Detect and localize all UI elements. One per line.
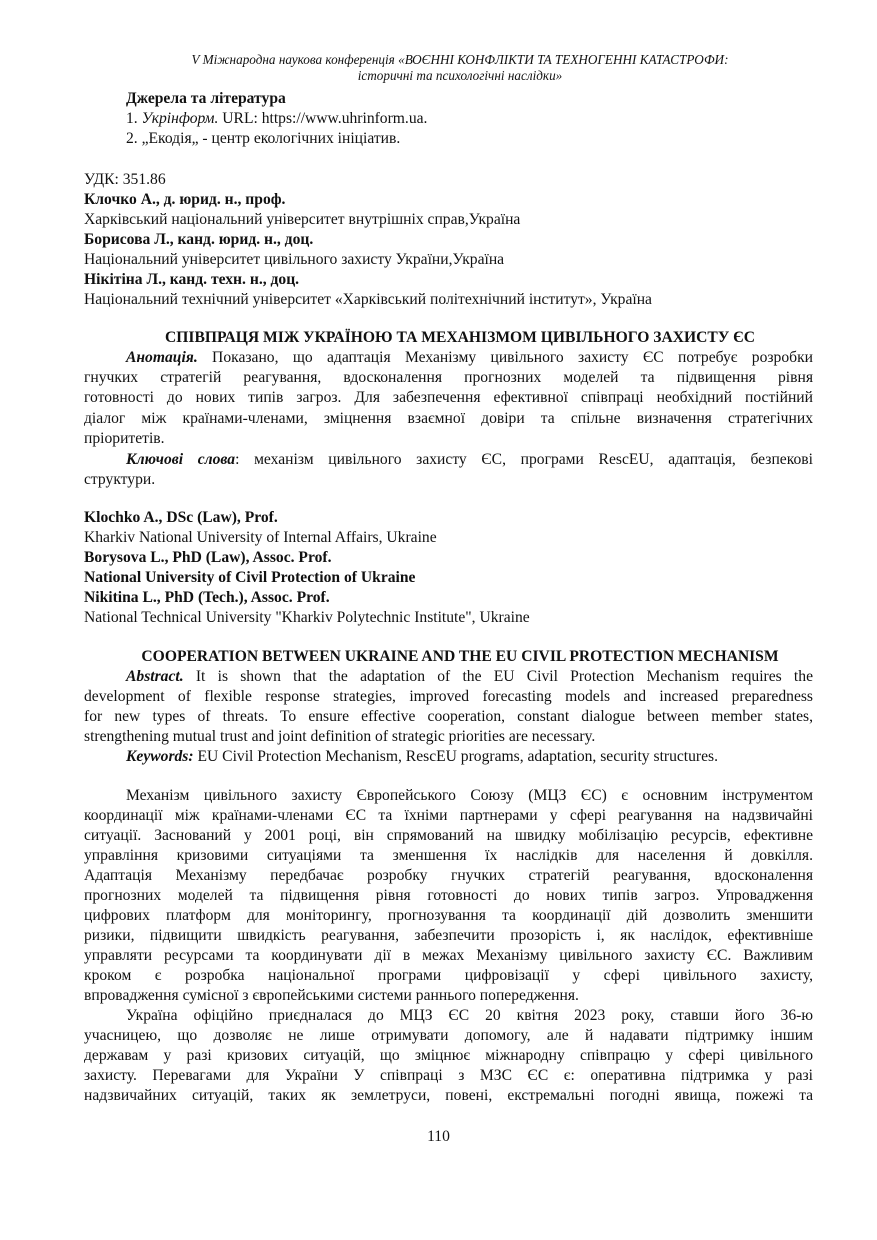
- body-paragraph-line: ситуації. Заснований у 2001 році, він спрямований на швидку мобілізацію ресурсів, ефективне: [84, 827, 813, 844]
- body-paragraph-line: державам у разі кризових ситуацій, що зміцнює міжнародну співпрацю у сфері цивільного: [84, 1047, 813, 1064]
- body-paragraph-line: управління кризовими ситуаціями та зменшення їх наслідків для населення й довкілля.: [84, 847, 813, 864]
- body-paragraph-line: Україна офіційно приєдналася до МЦЗ ЄС 20 квітня 2023 року, ставши його 36-ю: [126, 1007, 813, 1024]
- body-paragraph-line: кроком є розробка національної програми цифровізації у сфері цивільного захисту,: [84, 967, 813, 984]
- abstract-line: [126, 667, 813, 687]
- source-item-2: 2. „Екодія„ - центр екологічних ініціатив.: [126, 130, 401, 147]
- header-line-1: V Міжнародна наукова конференція «ВОЄННІ КОНФЛІКТИ ТА ТЕХНОГЕННІ КАТАСТРОФИ:: [191, 52, 729, 67]
- keywords-uk-line: [126, 450, 813, 470]
- conference-header: [84, 52, 836, 84]
- abstract-line: development of flexible response strategies, improved forecasting models and increased preparedness: [84, 688, 813, 705]
- source-item-1-number: 1.: [126, 110, 142, 127]
- annotation-line: гнучких стратегій реагування, вдосконалення прогнозних моделей та підвищення рівня: [84, 369, 813, 386]
- author-uk-affiliation: Національний технічний університет «Харківський політехнічний інститут», Україна: [84, 291, 652, 308]
- annotation-label: Анотація.: [126, 349, 198, 366]
- author-en-affiliation: Kharkiv National University of Internal Affairs, Ukraine: [84, 529, 437, 546]
- author-uk-name: Нікітіна Л., канд. техн. н., доц.: [84, 271, 300, 288]
- source-item-1: [126, 109, 427, 129]
- body-paragraph-line: захисту. Перевагами для України У співпраці з МЗС ЄС є: оперативна підтримка у разі: [84, 1067, 813, 1084]
- body-paragraph-line: надзвичайних ситуацій, таких як землетруси, повені, екстремальні погодні явища, пожежі та: [84, 1087, 813, 1104]
- page-number: 110: [427, 1128, 450, 1145]
- body-paragraph-line: прогнозних моделей та підвищення рівня готовності до нових типів загроз. Упровадження: [84, 887, 813, 904]
- keywords-uk-text: : механізм цивільного захисту ЄС, програми RescEU, адаптація, безпекові: [235, 451, 813, 468]
- body-paragraph-line: цифрових платформ для моніторингу, прогнозування та координації дій дозволить зменшити: [84, 907, 813, 924]
- author-uk-affiliation: Харківський національний університет внутрішніх справ,Україна: [84, 211, 521, 228]
- udk-code: УДК: 351.86: [84, 171, 166, 188]
- keywords-en-line: [126, 747, 718, 767]
- body-paragraph-line: Механізм цивільного захисту Європейського Союзу (МЦЗ ЄС) є основним інструментом: [126, 787, 813, 804]
- keywords-uk-label: Ключові слова: [126, 451, 236, 468]
- source-item-1-url: URL: https://www.uhrinform.ua.: [218, 110, 428, 127]
- sources-heading: Джерела та література: [126, 90, 286, 107]
- author-en-name: Klochko A., DSc (Law), Prof.: [84, 509, 278, 526]
- article-title-uk: СПІВПРАЦЯ МІЖ УКРАЇНОЮ ТА МЕХАНІЗМОМ ЦИВІЛЬНОГО ЗАХИСТУ ЄС: [164, 329, 756, 346]
- author-uk-name: Клочко А., д. юрид. н., проф.: [84, 191, 286, 208]
- body-paragraph-line: Адаптація Механізму передбачає розробку гнучких стратегій реагування, вдосконалення: [84, 867, 813, 884]
- annotation-line: [126, 348, 813, 368]
- annotation-line: діалог між країнами-членами, зміцнення взаємної довіри та спільне визначення стратегічних: [84, 410, 813, 427]
- keywords-uk-line: структури.: [84, 471, 156, 488]
- body-paragraph-line: ризики, підвищити швидкість реагування, забезпечити прозорість і, як наслідок, ефективніше: [84, 927, 813, 944]
- abstract-line: for new types of threats. To ensure effective cooperation, constant dialogue between member states,: [84, 708, 813, 725]
- header-line-2: історичні та психологічні наслідки»: [357, 68, 563, 83]
- keywords-en-label: Keywords:: [126, 748, 194, 765]
- annotation-line: готовності до нових типів загроз. Для забезпечення ефективної співпраці необхідний постійний: [84, 389, 813, 406]
- author-uk-name: Борисова Л., канд. юрид. н., доц.: [84, 231, 314, 248]
- abstract-text: It is shown that the adaptation of the EU Civil Protection Mechanism requires the: [183, 668, 813, 685]
- annotation-line: пріоритетів.: [84, 430, 165, 447]
- author-en-name: Nikitina L., PhD (Tech.), Assoc. Prof.: [84, 589, 330, 606]
- author-en-affiliation: National University of Civil Protection of Ukraine: [84, 569, 416, 586]
- body-paragraph-line: учасницею, що дозволяє не лише отримувати допомогу, але й надавати підтримку іншим: [84, 1027, 813, 1044]
- annotation-text: Показано, що адаптація Механізму цивільного захисту ЄС потребує розробки: [197, 349, 813, 366]
- body-paragraph-line: координації між країнами-членами ЄС та їхніми партнерами у сфері реагування на надзвичайні: [84, 807, 813, 824]
- article-title-en: COOPERATION BETWEEN UKRAINE AND THE EU CIVIL PROTECTION MECHANISM: [141, 648, 779, 665]
- body-paragraph-line: управляти ресурсами та координувати дії в межах Механізму цивільного захисту ЄС. Важливим: [84, 947, 813, 964]
- abstract-label: Abstract.: [126, 668, 184, 685]
- author-en-affiliation: National Technical University "Kharkiv Polytechnic Institute", Ukraine: [84, 609, 530, 626]
- author-en-name: Borysova L., PhD (Law), Assoc. Prof.: [84, 549, 332, 566]
- source-item-1-title: Укрінформ.: [141, 110, 219, 127]
- keywords-en-text: EU Civil Protection Mechanism, RescEU programs, adaptation, security structures.: [193, 748, 719, 765]
- abstract-line: strengthening mutual trust and joint definition of strategic priorities are necessary.: [84, 728, 596, 745]
- author-uk-affiliation: Національний університет цивільного захисту України,Україна: [84, 251, 505, 268]
- body-paragraph-line: впровадження сумісної з європейськими системи раннього попередження.: [84, 987, 579, 1004]
